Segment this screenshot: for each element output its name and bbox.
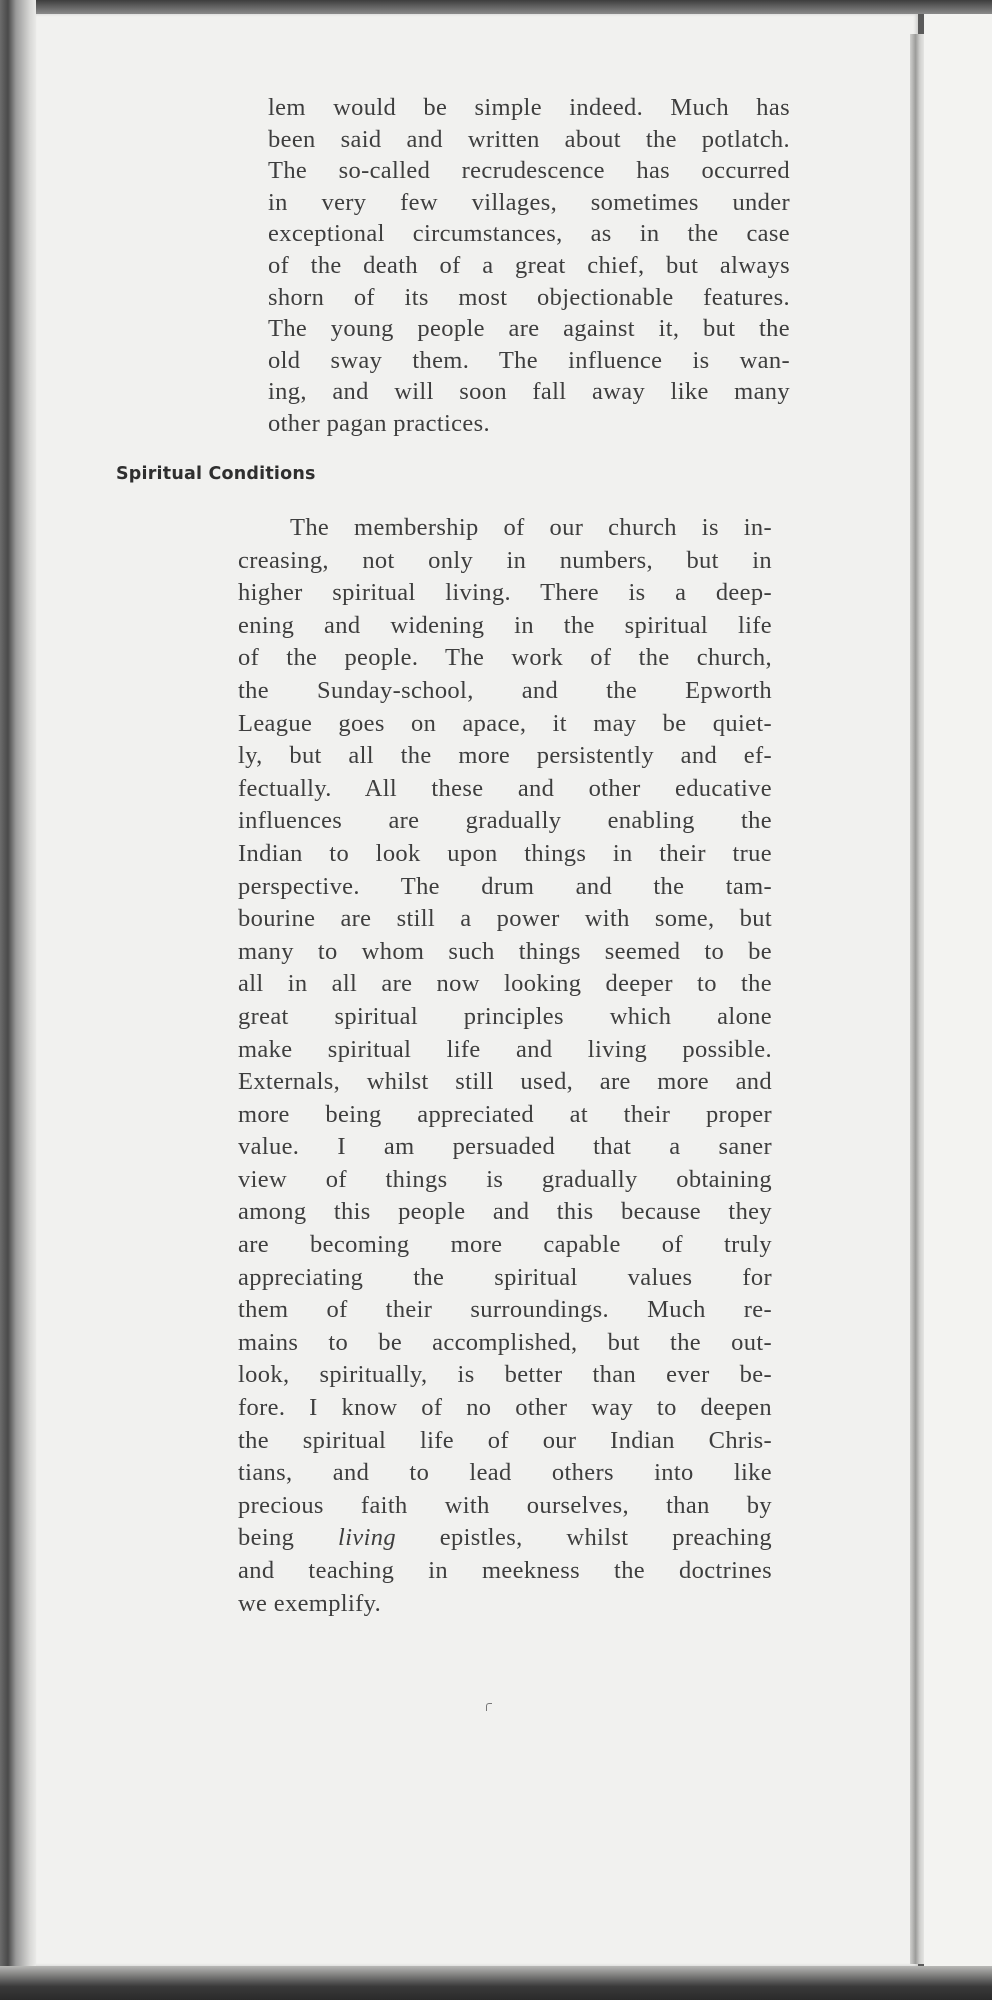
text-line: the spiritual life of our Indian Chris- bbox=[238, 1426, 772, 1454]
text-line: creasing, not only in numbers, but in bbox=[238, 546, 772, 574]
text-line: great spiritual principles which alone bbox=[238, 1002, 772, 1030]
text-line: more being appreciated at their proper bbox=[238, 1100, 772, 1128]
text-line: bourine are still a power with some, but bbox=[238, 905, 772, 933]
text-line: exceptional circumstances, as in the case bbox=[268, 220, 790, 248]
text-line: League goes on apace, it may be quiet- bbox=[238, 709, 772, 737]
text-line: lem would be simple indeed. Much has bbox=[268, 94, 790, 121]
text-line: been said and written about the potlatch. bbox=[268, 125, 790, 153]
text-line: fectually. All these and other educative bbox=[238, 774, 772, 802]
text-line: the Sunday-school, and the Epworth bbox=[238, 676, 772, 704]
scan-frame-bottom bbox=[0, 1966, 992, 2000]
text-line: The so-called recrudescence has occurred bbox=[268, 157, 790, 185]
text-line: of the death of a great chief, but always bbox=[268, 251, 790, 279]
text-line: perspective. The drum and the tam- bbox=[238, 872, 772, 900]
text-line: precious faith with ourselves, than by bbox=[238, 1491, 772, 1519]
text-line: fore. I know of no other way to deepen bbox=[238, 1394, 772, 1422]
text-line: The young people are against it, but the bbox=[268, 315, 790, 343]
italic-word: living bbox=[338, 1524, 396, 1552]
text-line: of the people. The work of the church, bbox=[238, 644, 772, 672]
text-fragment: epistles, whilst preaching bbox=[395, 1524, 772, 1552]
text-line: them of their surroundings. Much re- bbox=[238, 1296, 772, 1324]
text-line bbox=[238, 1522, 772, 1555]
paragraph-potlatch bbox=[268, 92, 790, 440]
print-speck bbox=[486, 1703, 492, 1711]
text-line: look, spiritually, is better than ever be- bbox=[238, 1361, 772, 1389]
adjacent-page-edge bbox=[924, 14, 992, 1966]
text-line: shorn of its most objectionable features. bbox=[268, 283, 790, 311]
section-heading: Spiritual Conditions bbox=[116, 464, 316, 484]
text-line: we exemplify. bbox=[238, 1589, 382, 1617]
text-line: in very few villages, sometimes under bbox=[268, 188, 790, 216]
scan-frame-left bbox=[0, 0, 36, 2000]
page-fold-shadow bbox=[910, 34, 924, 1964]
text-line: value. I am persuaded that a saner bbox=[238, 1133, 772, 1161]
text-fragment: being bbox=[238, 1524, 339, 1552]
text-line: other pagan practices. bbox=[268, 409, 490, 437]
text-line: tians, and to lead others into like bbox=[238, 1459, 772, 1487]
text-line: view of things is gradually obtaining bbox=[238, 1165, 772, 1193]
text-line: and teaching in meekness the doctrines bbox=[238, 1557, 772, 1584]
scan-frame-top bbox=[0, 0, 992, 14]
text-line: ing, and will soon fall away like many bbox=[268, 378, 790, 406]
text-line: are becoming more capable of truly bbox=[238, 1231, 772, 1259]
text-line: mains to be accomplished, but the out- bbox=[238, 1328, 772, 1356]
text-line: influences are gradually enabling the bbox=[238, 807, 772, 835]
text-line: make spiritual life and living possible. bbox=[238, 1035, 772, 1063]
text-line: among this people and this because they bbox=[238, 1198, 772, 1226]
text-line: Indian to look upon things in their true bbox=[238, 839, 772, 867]
text-line: old sway them. The influence is wan- bbox=[268, 346, 790, 374]
text-line: appreciating the spiritual values for bbox=[238, 1263, 772, 1291]
text-line: The membership of our church is in- bbox=[290, 514, 772, 541]
paragraph-spiritual-conditions bbox=[238, 512, 772, 1620]
text-line: all in all are now looking deeper to the bbox=[238, 970, 772, 998]
text-line: ly, but all the more persistently and ef- bbox=[238, 742, 772, 770]
text-line: Externals, whilst still used, are more and bbox=[238, 1068, 772, 1096]
text-line: many to whom such things seemed to be bbox=[238, 937, 772, 965]
text-line: higher spiritual living. There is a deep- bbox=[238, 579, 772, 607]
text-line: ening and widening in the spiritual life bbox=[238, 611, 772, 639]
